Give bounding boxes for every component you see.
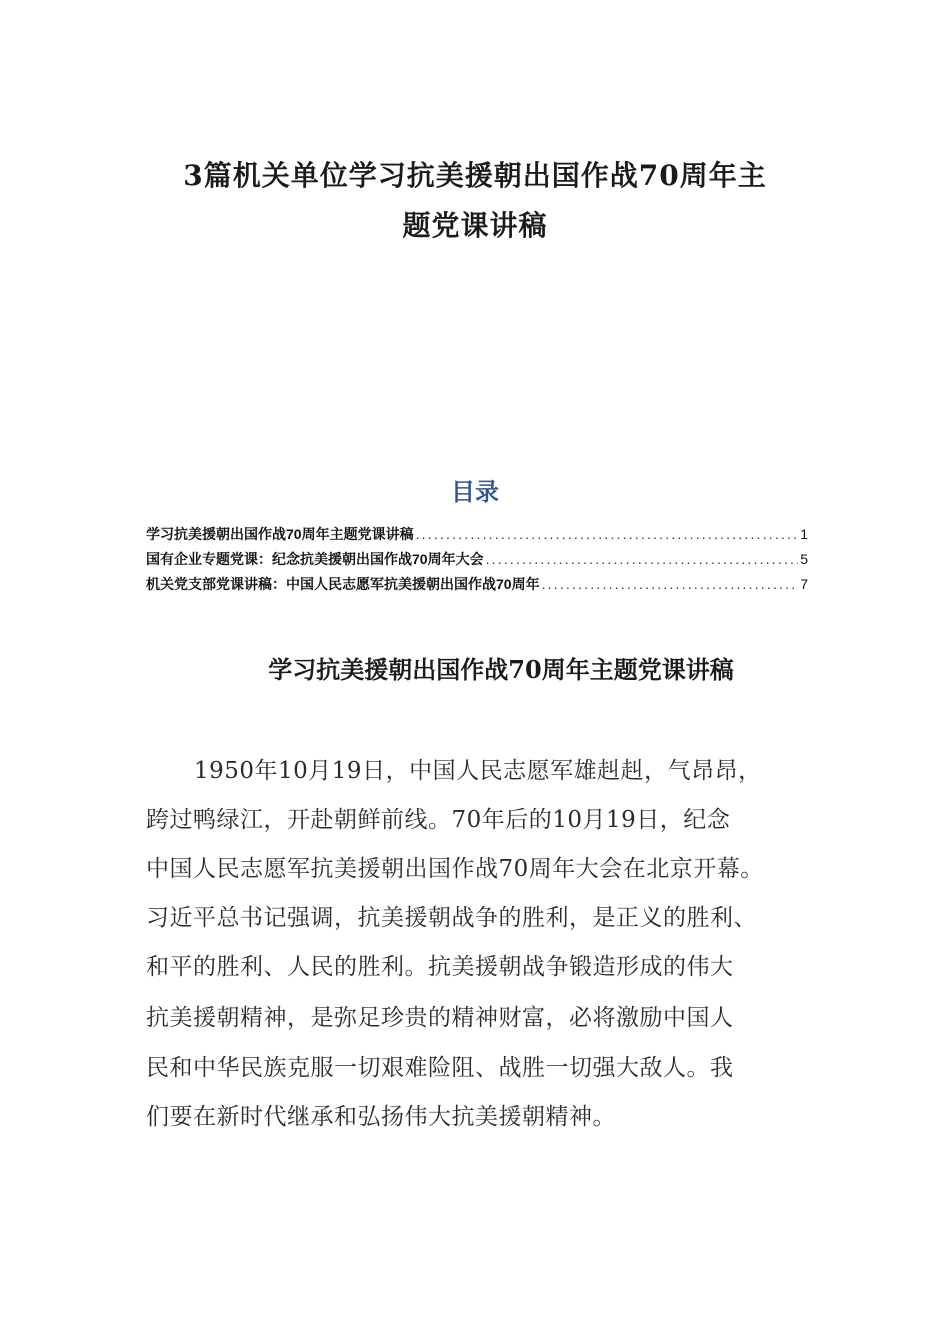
body-text-line: 民和中华民族克服一切艰难险阻、战胜一切强大敌人。我 <box>146 1055 734 1081</box>
toc-leader-dots <box>486 551 799 567</box>
document-title-line-1: 3篇机关单位学习抗美援朝出国作战70周年主 <box>183 159 767 192</box>
toc-entry-page: 7 <box>800 576 808 592</box>
table-of-contents <box>146 524 808 599</box>
body-text-line: 抗美援朝精神，是弥足珍贵的精神财富，必将激励中国人 <box>146 1005 734 1031</box>
toc-entry[interactable] <box>146 524 808 549</box>
body-text-line: 习近平总书记强调，抗美援朝战争的胜利，是正义的胜利、 <box>146 905 757 931</box>
toc-entry-page: 5 <box>800 551 808 567</box>
toc-entry[interactable] <box>146 549 808 574</box>
body-text-line: 跨过鸭绿江，开赴朝鲜前线。70年后的10月19日，纪念 <box>146 807 731 833</box>
toc-leader-dots <box>416 526 799 542</box>
section-title: 学习抗美援朝出国作战70周年主题党课讲稿 <box>268 655 734 684</box>
toc-entry-text: 国有企业专题党课：纪念抗美援朝出国作战70周年大会 <box>146 551 484 567</box>
document-title-line-2: 题党课讲稿 <box>402 209 548 242</box>
toc-entry[interactable] <box>146 574 808 599</box>
body-text-line: 中国人民志愿军抗美援朝出国作战70周年大会在北京开幕。 <box>146 856 764 882</box>
body-text-line: 和平的胜利、人民的胜利。抗美援朝战争锻造形成的伟大 <box>146 954 734 980</box>
toc-leader-dots <box>542 576 799 592</box>
toc-entry-page: 1 <box>800 526 808 542</box>
toc-heading: 目录 <box>451 478 499 506</box>
toc-entry-text: 学习抗美援朝出国作战70周年主题党课讲稿 <box>146 526 414 542</box>
body-text-line: 们要在新时代继承和弘扬伟大抗美援朝精神。 <box>146 1104 616 1130</box>
toc-entry-text: 机关党支部党课讲稿：中国人民志愿军抗美援朝出国作战70周年 <box>146 576 540 592</box>
body-text-line: 1950年10月19日，中国人民志愿军雄赳赳，气昂昂， <box>194 758 762 784</box>
